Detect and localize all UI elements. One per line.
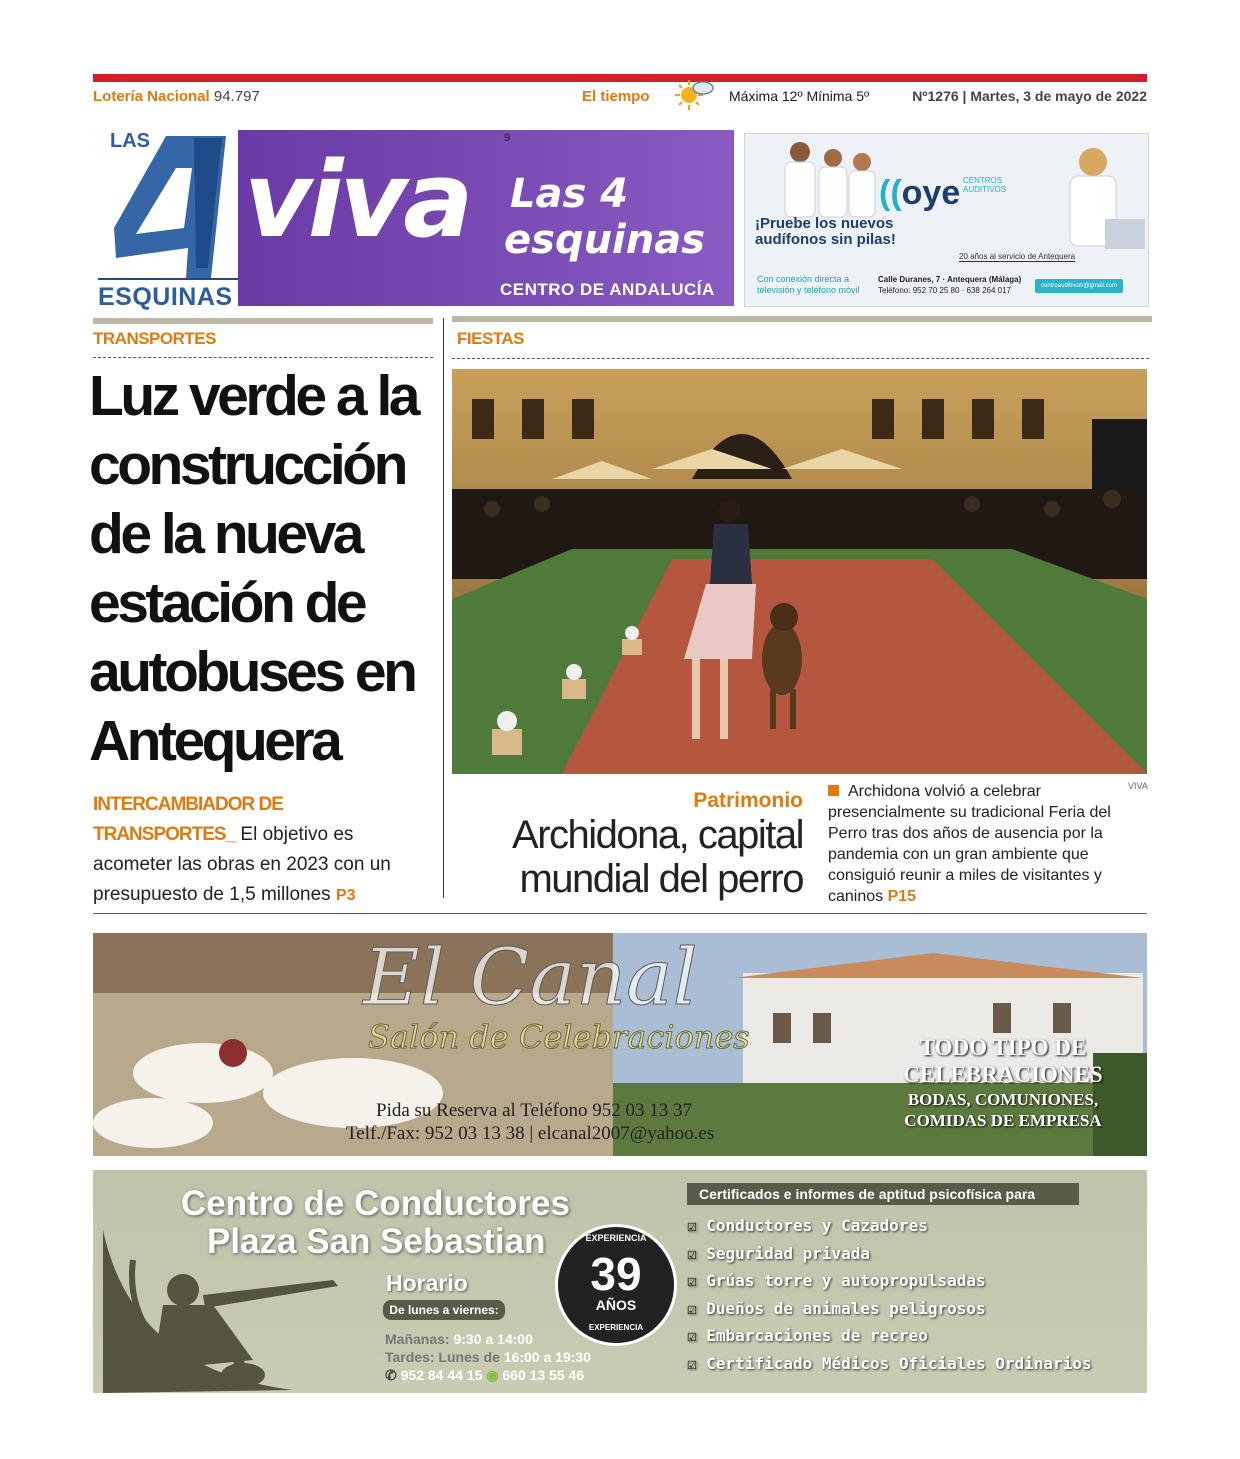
horario-title: Horario <box>386 1270 468 1296</box>
badge-bottom-text: EXPERIENCIA <box>588 1323 644 1332</box>
el-canal-contact[interactable]: Telf./Fax: 952 03 13 38 | elcanal2007@yahoo.es <box>346 1123 715 1144</box>
masthead-las4: Las 4 <box>510 171 629 217</box>
checkmark-icon: ☑ <box>687 1298 697 1318</box>
whatsapp-icon: ◉ <box>486 1367 499 1383</box>
ad-oye[interactable] <box>744 133 1149 307</box>
oye-brand: ((oye <box>879 174 961 212</box>
archidona-summary <box>828 781 1128 907</box>
el-canal-reserve: Pida su Reserva al Teléfono 952 03 13 37 <box>376 1100 692 1121</box>
checkmark-icon: ☑ <box>687 1271 697 1291</box>
dog-show-photo[interactable] <box>452 369 1147 774</box>
oye-address-line: Calle Duranes, 7 · Antequera (Málaga) <box>878 275 1022 284</box>
mananas-label: Mañanas: <box>385 1331 450 1347</box>
el-canal-tagline-3: BODAS, COMUNIONES, <box>907 1090 1099 1109</box>
el-canal-subtitle: Salón de Celebraciones <box>368 1018 750 1056</box>
main-headline[interactable]: Luz verde a la construcción de la nueva estación de autobuses en Antequera <box>89 364 417 773</box>
column-divider <box>443 318 444 898</box>
tardes-time: 16:00 a 19:30 <box>503 1349 591 1365</box>
experience-badge <box>555 1224 677 1346</box>
oye-headline: ¡Pruebe los nuevos audífonos sin pilas! <box>755 215 896 248</box>
patrimonio-category: Patrimonio <box>693 789 803 812</box>
cert-item-label: Certificado Médicos Oficiales Ordinarios <box>706 1353 1092 1373</box>
issue-date: Nº1276 | Martes, 3 de mayo de 2022 <box>912 88 1147 104</box>
oye-phone: Teléfono: 952 70 25 80 · 638 264 017 <box>878 286 1011 295</box>
las4esquinas-logo <box>96 128 238 314</box>
masthead-esquinas: esquinas <box>504 217 706 263</box>
dog-show-illustration <box>452 369 1147 774</box>
badge-number: 39 <box>590 1248 642 1300</box>
cert-item <box>687 1244 1137 1272</box>
photo-credit: VIVA <box>1128 781 1148 791</box>
masthead-banner <box>238 130 734 306</box>
oye-address <box>878 274 1038 296</box>
masthead-subtitle: CENTRO DE ANDALUCÍA <box>500 280 715 299</box>
cert-item <box>687 1354 1137 1382</box>
bullet-square-icon <box>828 785 839 796</box>
badge-unit: AÑOS <box>595 1297 637 1313</box>
sun-cloud-icon <box>673 78 717 114</box>
phones <box>385 1366 591 1384</box>
mananas-time: 9:30 a 14:00 <box>453 1331 533 1347</box>
phone-1[interactable]: 952 84 44 15 <box>400 1367 483 1383</box>
right-section-rule <box>452 316 1152 322</box>
cert-item <box>687 1299 1137 1327</box>
cert-item <box>687 1326 1137 1354</box>
el-canal-tagline-1: TODO TIPO DE <box>919 1035 1087 1060</box>
left-story-summary <box>93 790 423 911</box>
ad-centro-conductores[interactable] <box>93 1170 1147 1393</box>
right-dashed-rule <box>452 358 1149 359</box>
horario-times <box>385 1330 591 1384</box>
oye-email[interactable]: centroauditivom@gmail.com <box>1035 279 1123 293</box>
el-canal-taglines <box>863 1035 1143 1131</box>
left-story-body: El objetivo es acometer las obras en 2023 con un presupuesto de 1,5 millones <box>93 824 391 905</box>
cert-item-label: Grúas torre y autopropulsadas <box>706 1271 986 1291</box>
weather-temps: Máxima 12º Mínima 5º <box>729 88 870 104</box>
section-transportes: TRANSPORTES <box>93 329 216 348</box>
tardes-label: Tardes: Lunes de <box>385 1349 500 1365</box>
logo-top-text: LAS <box>110 130 150 152</box>
left-dashed-rule <box>93 357 433 358</box>
cert-item-label: Conductores y Cazadores <box>706 1216 928 1235</box>
el-canal-tagline-2: CELEBRACIONES <box>903 1062 1103 1087</box>
horario-days: De lunes a viernes: <box>383 1300 505 1320</box>
lottery-info <box>93 88 260 105</box>
horario-tardes <box>385 1348 591 1366</box>
cert-item-label: Seguridad privada <box>706 1243 871 1263</box>
archidona-body: Archidona volvió a celebrar presencialmente su tradicional Feria del Perro tras dos años de ausencia por la pandemia con un gran ambiente que consiguió reunir a miles de visitantes y caninos <box>828 783 1111 905</box>
checkmark-icon: ☑ <box>687 1353 697 1373</box>
cert-item <box>687 1271 1137 1299</box>
left-story-kicker: INTERCAMBIADOR DE TRANSPORTES_ <box>93 794 283 845</box>
content-divider <box>93 913 1147 914</box>
phone-icon: ✆ <box>385 1367 397 1383</box>
oye-tagline: 20 años al servicio de Antequera <box>959 252 1076 261</box>
section-fiestas: FIESTAS <box>457 329 525 348</box>
checkmark-icon: ☑ <box>687 1216 697 1235</box>
lottery-number: 94.797 <box>213 88 260 105</box>
oye-brand-text: oye <box>901 174 961 212</box>
weather-label: El tiempo <box>582 88 650 105</box>
masthead-viva: viva <box>244 139 470 261</box>
archidona-headline[interactable]: Archidona, capital mundial del perro <box>512 813 803 901</box>
badge-top-text: EXPERIENCIA <box>585 1233 647 1243</box>
masthead-small-mark: 9 <box>504 132 511 144</box>
top-red-bar <box>93 74 1147 82</box>
info-bar <box>93 88 1147 110</box>
cert-item-label: Embarcaciones de recreo <box>706 1326 928 1346</box>
el-canal-title: El Canal <box>363 933 698 1023</box>
el-canal-tagline-4: COMIDAS DE EMPRESA <box>904 1111 1102 1130</box>
left-story-page-ref[interactable]: P3 <box>335 887 356 904</box>
cert-header: Certificados e informes de aptitud psicofísica para <box>687 1183 1079 1205</box>
cert-list <box>687 1216 1137 1382</box>
cert-item <box>687 1216 1137 1244</box>
logo-bottom-text: ESQUINAS <box>98 283 233 311</box>
left-section-rule <box>93 318 433 324</box>
phone-2[interactable]: 660 13 55 46 <box>502 1367 585 1383</box>
lottery-label: Lotería Nacional <box>93 88 210 105</box>
checkmark-icon: ☑ <box>687 1243 697 1263</box>
oye-feature: Con conexión directa a televisión y teléfono móvil <box>757 274 860 295</box>
oye-brand-sub: CENTROS AUDITIVOS <box>963 176 1007 194</box>
ad-el-canal[interactable] <box>93 933 1147 1156</box>
archidona-page-ref[interactable]: P15 <box>887 888 917 905</box>
cert-item-label: Dueños de animales peligrosos <box>706 1298 986 1318</box>
conductores-title-2: Plaza San Sebastian <box>207 1222 546 1261</box>
checkmark-icon: ☑ <box>687 1326 697 1346</box>
conductores-title-1: Centro de Conductores <box>181 1184 570 1223</box>
horario-mananas <box>385 1330 591 1348</box>
